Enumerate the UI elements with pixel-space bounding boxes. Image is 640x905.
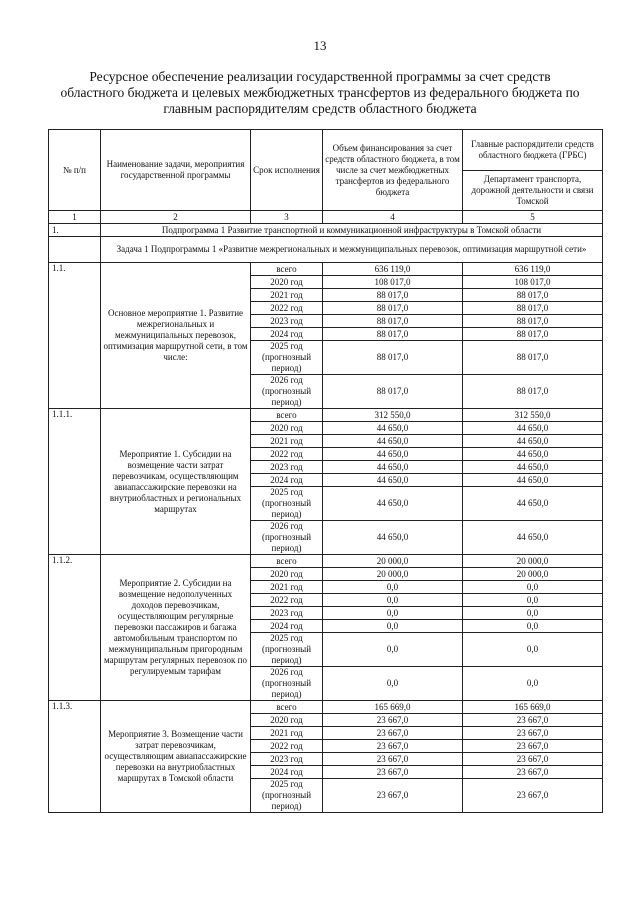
table-row: [49, 263, 603, 276]
cell-grbs: 23 667,0: [463, 779, 603, 813]
col-number: 5: [463, 211, 603, 224]
cell-volume: 23 667,0: [323, 753, 463, 766]
header-volume: Объем финансирования за счет средств областного бюджета, в том числе за счет межбюджетных трансфертов из федерального бюджета: [323, 130, 463, 211]
cell-grbs: 20 000,0: [463, 555, 603, 568]
col-number: 4: [323, 211, 463, 224]
cell-term: 2025 год (прогнозный период): [251, 487, 323, 521]
cell-volume: 44 650,0: [323, 487, 463, 521]
cell-term: всего: [251, 409, 323, 422]
measure-num: 1.1.: [49, 263, 101, 409]
table-row: [49, 555, 603, 568]
cell-volume: 20 000,0: [323, 555, 463, 568]
funding-table: [48, 129, 603, 813]
cell-volume: 20 000,0: [323, 568, 463, 581]
col-number: 1: [49, 211, 101, 224]
task-row: [49, 237, 603, 263]
cell-volume: 23 667,0: [323, 779, 463, 813]
cell-term: 2020 год: [251, 276, 323, 289]
cell-volume: 44 650,0: [323, 521, 463, 555]
cell-term: 2020 год: [251, 422, 323, 435]
subprogram-row: [49, 224, 603, 237]
cell-volume: 44 650,0: [323, 435, 463, 448]
cell-volume: 88 017,0: [323, 328, 463, 341]
cell-volume: 0,0: [323, 620, 463, 633]
measure-num: 1.1.2.: [49, 555, 101, 701]
cell-volume: 108 017,0: [323, 276, 463, 289]
header-term: Срок исполнения: [251, 130, 323, 211]
cell-grbs: 23 667,0: [463, 727, 603, 740]
cell-term: 2023 год: [251, 315, 323, 328]
document-title: Ресурсное обеспечение реализации государственной программы за счет средств областного бюджета и целевых межбюджетных трансфертов из федерального бюджета по главным распорядителям средств областного бюджета: [60, 69, 580, 116]
cell-grbs: 88 017,0: [463, 341, 603, 375]
cell-term: всего: [251, 555, 323, 568]
cell-volume: 23 667,0: [323, 714, 463, 727]
table-row: [49, 701, 603, 714]
cell-term: 2024 год: [251, 766, 323, 779]
cell-term: 2023 год: [251, 461, 323, 474]
cell-grbs: 0,0: [463, 633, 603, 667]
cell-term: 2021 год: [251, 727, 323, 740]
page-number: 13: [313, 38, 327, 53]
col-number: 3: [251, 211, 323, 224]
cell-term: 2020 год: [251, 568, 323, 581]
cell-grbs: 312 550,0: [463, 409, 603, 422]
cell-volume: 88 017,0: [323, 302, 463, 315]
cell-grbs: 0,0: [463, 667, 603, 701]
cell-grbs: 44 650,0: [463, 435, 603, 448]
cell-grbs: 88 017,0: [463, 328, 603, 341]
cell-grbs: 0,0: [463, 594, 603, 607]
cell-grbs: 44 650,0: [463, 461, 603, 474]
cell-term: всего: [251, 701, 323, 714]
header-department: Департамент транспорта, дорожной деятельности и связи Томской: [463, 170, 603, 211]
cell-grbs: 23 667,0: [463, 740, 603, 753]
cell-term: 2026 год (прогнозный период): [251, 521, 323, 555]
cell-grbs: 0,0: [463, 620, 603, 633]
cell-volume: 0,0: [323, 594, 463, 607]
cell-term: 2023 год: [251, 607, 323, 620]
cell-term: 2024 год: [251, 328, 323, 341]
cell-grbs: 23 667,0: [463, 753, 603, 766]
task-num-empty: [49, 237, 101, 263]
cell-term: 2020 год: [251, 714, 323, 727]
cell-grbs: 165 669,0: [463, 701, 603, 714]
cell-term: 2024 год: [251, 474, 323, 487]
measure-num: 1.1.3.: [49, 701, 101, 813]
cell-grbs: 44 650,0: [463, 521, 603, 555]
measure-num: 1.1.1.: [49, 409, 101, 555]
cell-volume: 0,0: [323, 607, 463, 620]
cell-volume: 44 650,0: [323, 422, 463, 435]
cell-term: 2025 год (прогнозный период): [251, 341, 323, 375]
cell-volume: 23 667,0: [323, 766, 463, 779]
cell-term: 2025 год (прогнозный период): [251, 633, 323, 667]
cell-volume: 88 017,0: [323, 341, 463, 375]
header-row: [49, 130, 603, 171]
cell-grbs: 88 017,0: [463, 289, 603, 302]
cell-term: 2021 год: [251, 289, 323, 302]
cell-grbs: 44 650,0: [463, 487, 603, 521]
header-name: Наименование задачи, мероприятия государственной программы: [101, 130, 251, 211]
cell-term: 2023 год: [251, 753, 323, 766]
cell-term: 2022 год: [251, 740, 323, 753]
cell-grbs: 23 667,0: [463, 714, 603, 727]
cell-grbs: 108 017,0: [463, 276, 603, 289]
cell-volume: 23 667,0: [323, 740, 463, 753]
cell-grbs: 88 017,0: [463, 302, 603, 315]
measure-name: Мероприятие 1. Субсидии на возмещение части затрат перевозчикам, осуществляющим авиапассажирские перевозки на внутриобластных и региональных маршрутах: [101, 409, 251, 555]
cell-term: 2022 год: [251, 448, 323, 461]
cell-term: 2026 год (прогнозный период): [251, 375, 323, 409]
cell-volume: 0,0: [323, 581, 463, 594]
cell-volume: 23 667,0: [323, 727, 463, 740]
subprogram-text: Подпрограмма 1 Развитие транспортной и коммуникационной инфраструктуры в Томской области: [101, 224, 603, 237]
cell-volume: 88 017,0: [323, 315, 463, 328]
cell-grbs: 23 667,0: [463, 766, 603, 779]
cell-volume: 88 017,0: [323, 289, 463, 302]
cell-term: 2026 год (прогнозный период): [251, 667, 323, 701]
column-number-row: [49, 211, 603, 224]
cell-grbs: 88 017,0: [463, 315, 603, 328]
cell-term: 2022 год: [251, 594, 323, 607]
cell-grbs: 0,0: [463, 581, 603, 594]
cell-volume: 44 650,0: [323, 461, 463, 474]
header-num: № п/п: [49, 130, 101, 211]
cell-volume: 312 550,0: [323, 409, 463, 422]
cell-term: 2024 год: [251, 620, 323, 633]
measure-name: Основное мероприятие 1. Развитие межрегиональных и межмуниципальных перевозок, оптимизация маршрутной сети, в том числе:: [101, 263, 251, 409]
cell-volume: 636 119,0: [323, 263, 463, 276]
cell-grbs: 44 650,0: [463, 474, 603, 487]
cell-grbs: 44 650,0: [463, 422, 603, 435]
cell-volume: 44 650,0: [323, 474, 463, 487]
subprogram-num: 1.: [49, 224, 101, 237]
cell-grbs: 636 119,0: [463, 263, 603, 276]
cell-grbs: 44 650,0: [463, 448, 603, 461]
cell-term: 2021 год: [251, 581, 323, 594]
cell-grbs: 0,0: [463, 607, 603, 620]
table-row: [49, 409, 603, 422]
cell-term: всего: [251, 263, 323, 276]
cell-term: 2022 год: [251, 302, 323, 315]
cell-grbs: 88 017,0: [463, 375, 603, 409]
header-grbs: Главные распорядители средств областного бюджета (ГРБС): [463, 130, 603, 171]
cell-term: 2021 год: [251, 435, 323, 448]
cell-volume: 44 650,0: [323, 448, 463, 461]
cell-volume: 0,0: [323, 633, 463, 667]
task-text: Задача 1 Подпрограммы 1 «Развитие межрегиональных и межмуниципальных перевозок, оптимизация маршрутной сети»: [101, 237, 603, 263]
measure-name: Мероприятие 3. Возмещение части затрат перевозчикам, осуществляющим авиапассажирские перевозки на внутриобластных маршрутах в Томской области: [101, 701, 251, 813]
cell-volume: 165 669,0: [323, 701, 463, 714]
cell-volume: 88 017,0: [323, 375, 463, 409]
cell-term: 2025 год (прогнозный период): [251, 779, 323, 813]
measure-name: Мероприятие 2. Субсидии на возмещение недополученных доходов перевозчикам, осуществляющим регулярные перевозки пассажиров и багажа автомобильным транспортом по межмуниципальным пригородным маршрутам регулярных перевозок по регулируемым тарифам: [101, 555, 251, 701]
cell-volume: 0,0: [323, 667, 463, 701]
cell-grbs: 20 000,0: [463, 568, 603, 581]
col-number: 2: [101, 211, 251, 224]
